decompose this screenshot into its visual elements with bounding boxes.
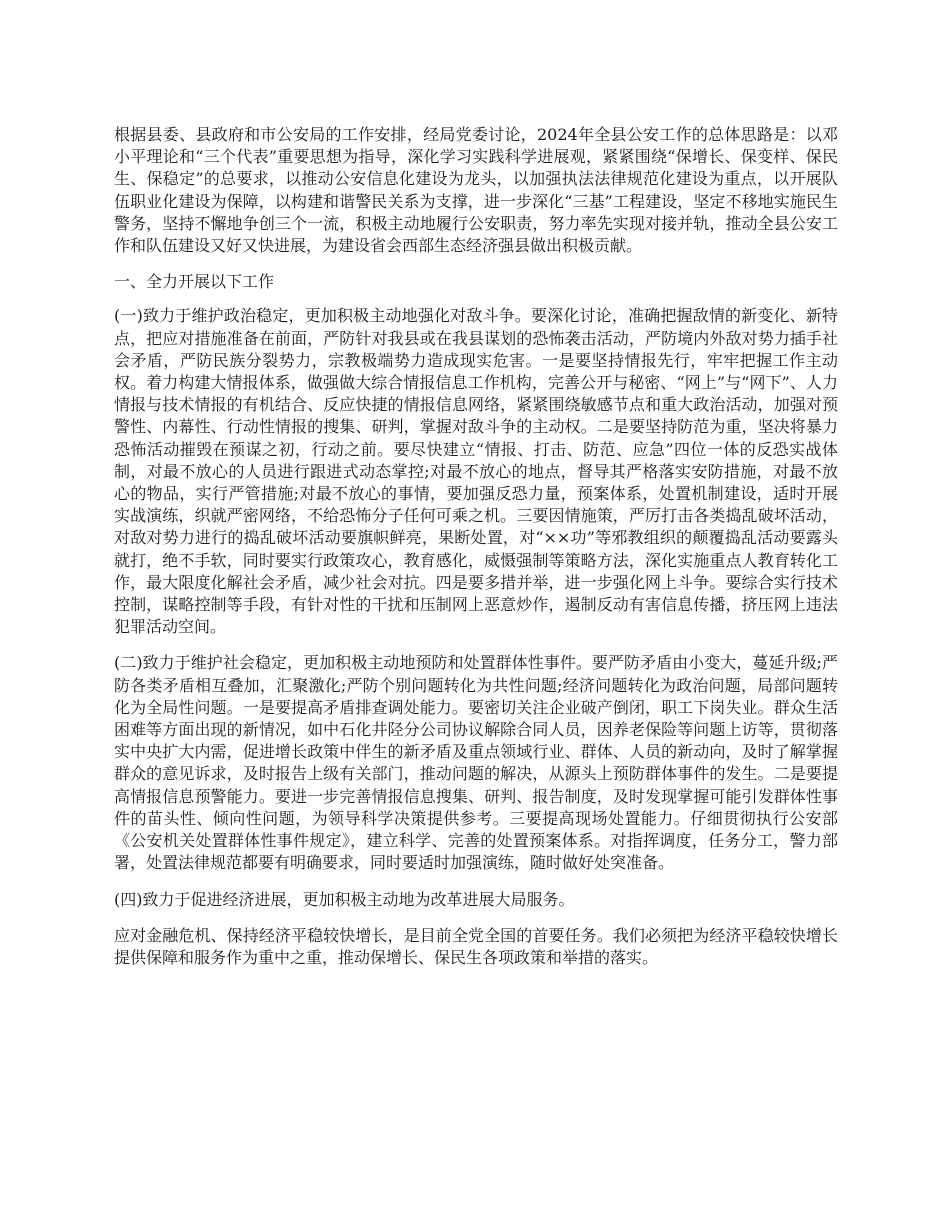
document-body	[114, 124, 838, 983]
social-stability-paragraph: (二)致力于维护社会稳定，更加积极主动地预防和处置群体性事件。要严防矛盾由小变大，蔓延升级;严防各类矛盾相互叠加，汇聚激化;严防个别问题转化为共性问题;经济问题转化为政治问题，局部问题转化为全局性问题。一是要提高矛盾排查调处能力。要密切关注企业破产倒闭，职工下岗失业。群众生活困难等方面出现的新情况，如中石化井陉分公司协议解除合同人员，因养老保险等问题上访等，贯彻落实中央扩大内需，促进增长政策中伴生的新矛盾及重点领域行业、群体、人员的新动向，及时了解掌握群众的意见诉求，及时报告上级有关部门，推动问题的解决，从源头上预防群体事件的发生。二是要提高情报信息预警能力。要进一步完善情报信息搜集、研判、报告制度，及时发现掌握可能引发群体性事件的苗头性、倾向性问题，为领导科学决策提供参考。三要提高现场处置能力。仔细贯彻执行公安部《公安机关处置群体性事件规定》，建立科学、完善的处置预案体系。对指挥调度，任务分工，警力部署，处置法律规范都要有明确要求，同时要适时加强演练，随时做好处突准备。	[114, 653, 838, 873]
section-heading: 一、全力开展以下工作	[114, 272, 275, 292]
financial-crisis-paragraph: 应对金融危机、保持经济平稳较快增长，是目前全党全国的首要任务。我们必须把为经济平稳较快增长提供保障和服务作为重中之重，推动保增长、保民生各项政策和举措的落实。	[114, 925, 838, 967]
economic-development-heading: (四)致力于促进经济进展，更加积极主动地为改革进展大局服务。	[114, 889, 575, 909]
political-stability-paragraph: (一)致力于维护政治稳定，更加积极主动地强化对敌斗争。要深化讨论，准确把握敌情的新变化、新特点，把应对措施准备在前面，严防针对我县或在我县谋划的恐怖袭击活动，严防境内外敌对势力插手社会矛盾，严防民族分裂势力，宗教极端势力造成现实危害。一是要坚持情报先行，牢牢把握工作主动权。着力构建大情报体系，做强做大综合情报信息工作机构，完善公开与秘密、“网上”与“网下”、人力情报与技术情报的有机结合、反应快捷的情报信息网络，紧紧围绕敏感节点和重大政治活动，加强对预警性、内幕性、行动性情报的搜集、研判，掌握对敌斗争的主动权。二是要坚持防范为重，坚决将暴力恐怖活动摧毁在预谋之初，行动之前。要尽快建立“情报、打击、防范、应急”四位一体的反恐实战体制，对最不放心的人员进行跟进式动态掌控;对最不放心的地点，督导其严格落实安防措施，对最不放心的物品，实行严管措施;对最不放心的事情，要加强反恐力量，预案体系，处置机制建设，适时开展实战演练，织就严密网络，不给恐怖分子任何可乘之机。三要因情施策，严厉打击各类捣乱破坏活动，对敌对势力进行的捣乱破坏活动要旗帜鲜亮，果断处置，对“××功”等邪教组织的颠覆捣乱活动要露头就打，绝不手软，同时要实行政策攻心，教育感化，威慑强制等策略方法，深化实施重点人教育转化工作，最大限度化解社会矛盾，减少社会对抗。四是要多措并举，进一步强化网上斗争。要综合实行技术控制，谋略控制等手段，有针对性的干扰和压制网上恶意炒作，遏制反动有害信息传播，挤压网上违法犯罪活动空间。	[114, 306, 838, 637]
intro-paragraph: 根据县委、县政府和市公安局的工作安排，经局党委讨论，2024年全县公安工作的总体思路是：以邓小平理论和“三个代表”重要思想为指导，深化学习实践科学进展观，紧紧围绕“保增长、保变样、保民生、保稳定”的总要求，以推动公安信息化建设为龙头，以加强执法法律规范化建设为重点，以开展队伍职业化建设为保障，以构建和谐警民关系为支撑，进一步深化“三基”工程建设，坚定不移地实施民生警务，坚持不懈地争创三个一流，积极主动地履行公安职责，努力率先实现对接并轨，推动全县公安工作和队伍建设又好又快进展，为建设省会西部生态经济强县做出积极贡献。	[114, 125, 838, 256]
